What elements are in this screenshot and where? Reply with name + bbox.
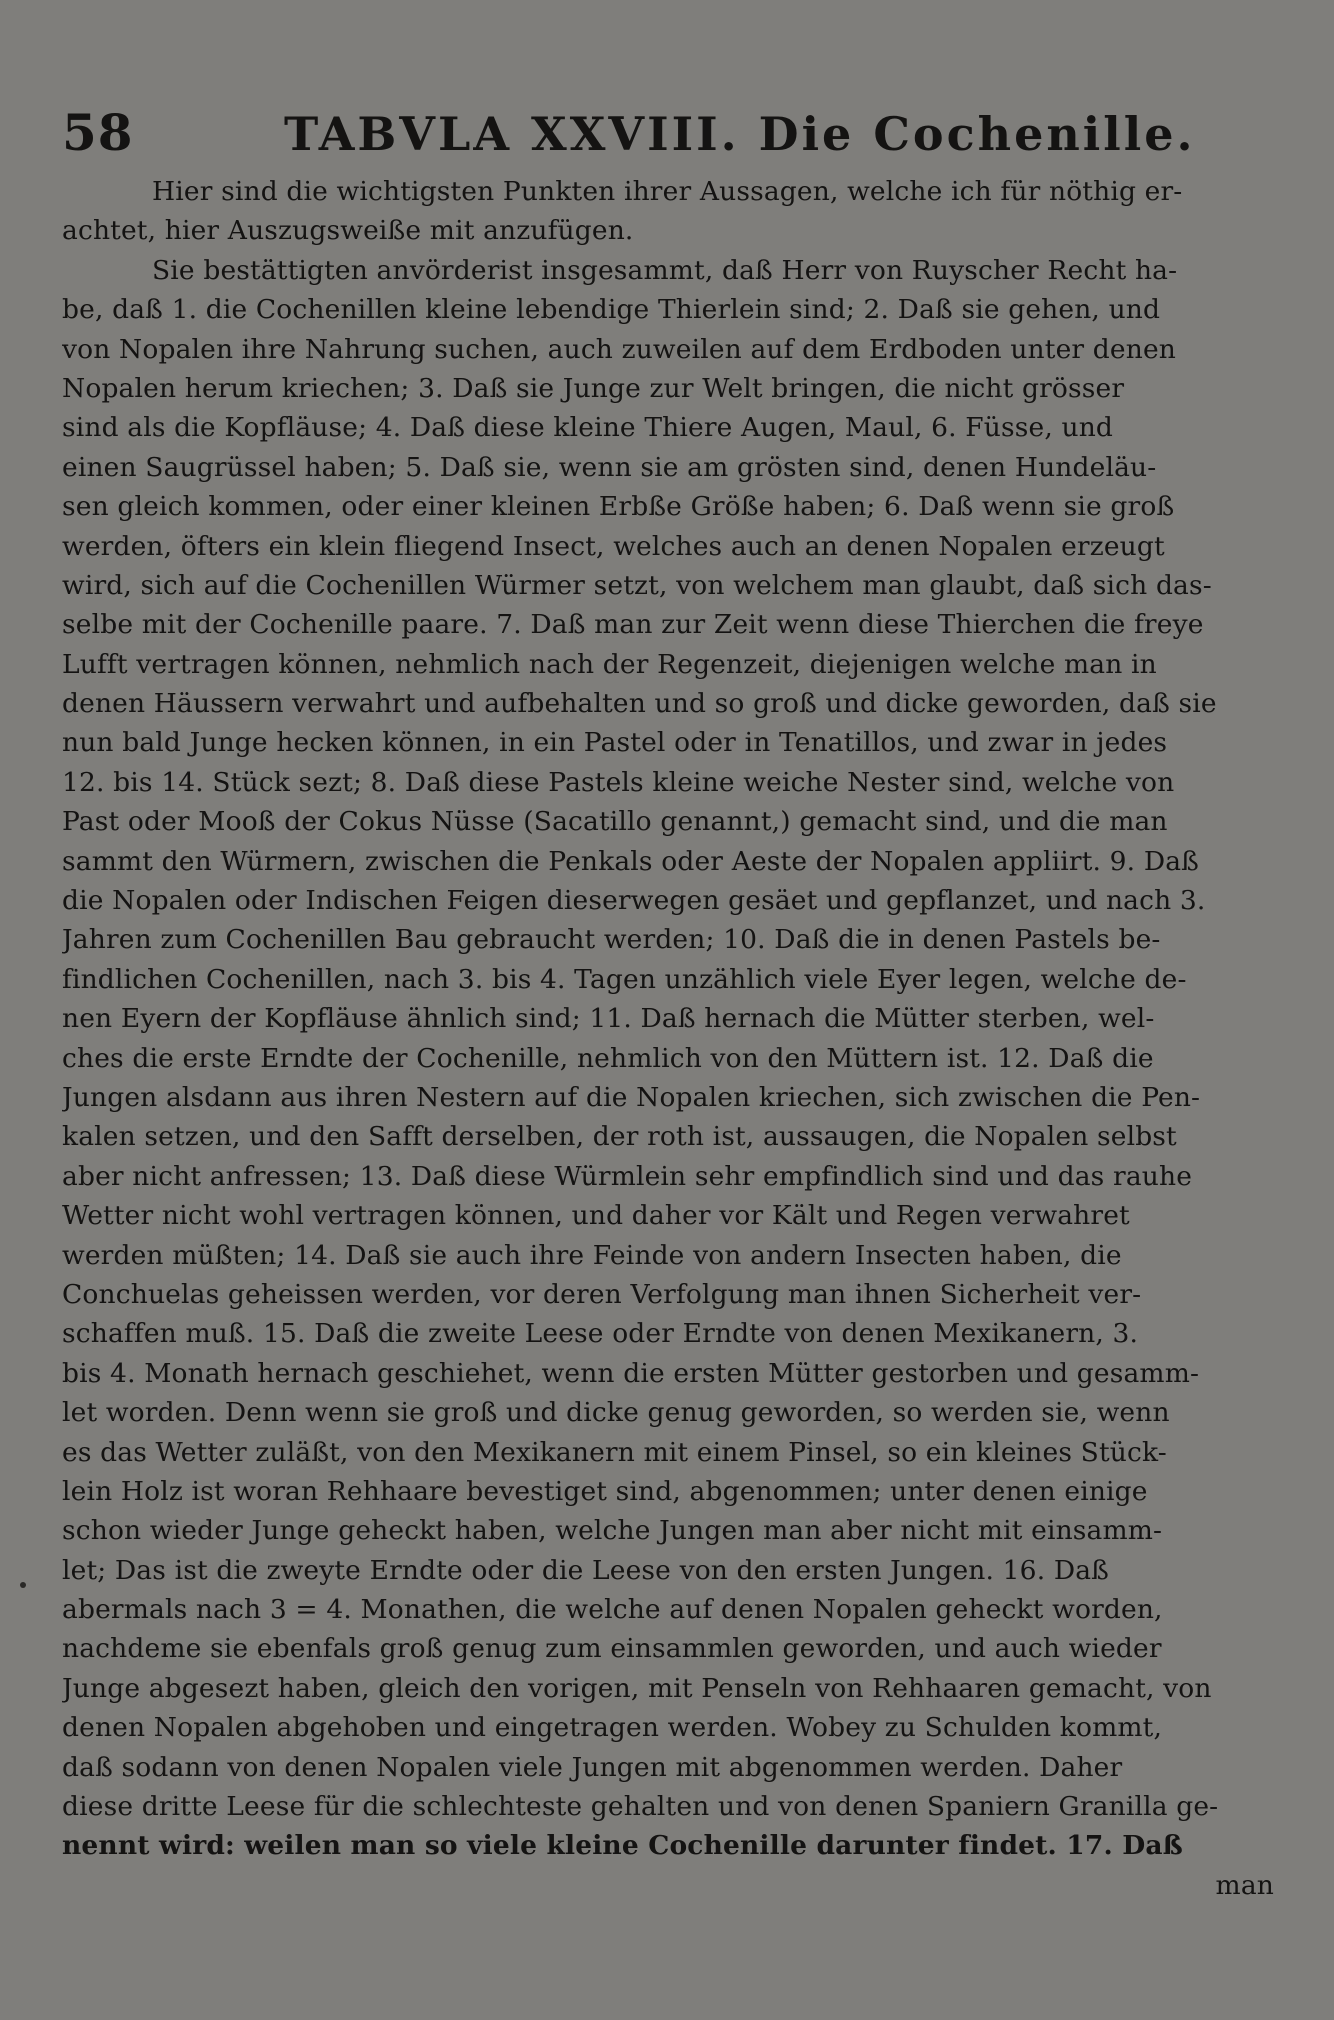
text-line: achtet, hier Auszugsweiße mit anzufügen. [62, 215, 634, 247]
text-line: denen Häussern verwahrt und aufbehalten und so groß und dicke geworden, daß sie [62, 688, 1217, 720]
text-line: lein Holz ist woran Rehhaare bevestiget sind, abgenommen; unter denen einige [62, 1475, 1148, 1507]
ink-speck [20, 1582, 26, 1588]
text-line: nun bald Junge hecken können, in ein Pastel oder in Tenatillos, und zwar in jedes [62, 727, 1168, 759]
text-line: nachdeme sie ebenfals groß genug zum einsammlen geworden, und auch wieder [62, 1633, 1162, 1665]
text-line: findlichen Cochenillen, nach 3. bis 4. Tagen unzählich viele Eyer legen, welche de- [62, 963, 1187, 995]
text-line: nennt wird: weilen man so viele kleine Cochenille darunter findet. 17. Daß [62, 1830, 1183, 1862]
body-text [62, 172, 1274, 1905]
text-line: es das Wetter zuläßt, von den Mexikanern mit einem Pinsel, so ein kleines Stück- [62, 1436, 1167, 1468]
text-line: wird, sich auf die Cochenillen Würmer setzt, von welchem man glaubt, daß sich das- [62, 569, 1212, 601]
text-line: be, daß 1. die Cochenillen kleine lebendige Thierlein sind; 2. Daß sie gehen, und [62, 294, 1161, 326]
text-line: Wetter nicht wohl vertragen können, und daher vor Kält und Regen verwahret [62, 1200, 1130, 1232]
text-line: werden müßten; 14. Daß sie auch ihre Feinde von andern Insecten haben, die [62, 1239, 1122, 1271]
text-line: schaffen muß. 15. Daß die zweite Leese oder Erndte von denen Mexikanern, 3. [62, 1318, 1139, 1350]
text-line: Past oder Mooß der Cokus Nüsse (Sacatillo genannt,) gemacht sind, und die man [62, 806, 1168, 838]
text-line: bis 4. Monath hernach geschiehet, wenn die ersten Mütter gestorben und gesamm- [62, 1357, 1200, 1389]
text-line: denen Nopalen abgehoben und eingetragen werden. Wobey zu Schulden kommt, [62, 1712, 1163, 1744]
text-line: Lufft vertragen können, nehmlich nach der Regenzeit, diejenigen welche man in [62, 648, 1157, 680]
running-title: TABVLA XXVIII. Die Cochenille. [284, 107, 1196, 161]
text-line: von Nopalen ihre Nahrung suchen, auch zuweilen auf dem Erdboden unter denen [62, 333, 1177, 365]
text-line: sen gleich kommen, oder einer kleinen Erbße Größe haben; 6. Daß wenn sie groß [62, 491, 1175, 523]
text-line: einen Saugrüssel haben; 5. Daß sie, wenn sie am grösten sind, denen Hundeläu- [62, 451, 1157, 483]
catchword: man [1215, 1869, 1274, 1901]
text-line: kalen setzen, und den Safft derselben, der roth ist, aussaugen, die Nopalen selbst [62, 1121, 1177, 1153]
text-line: Jungen alsdann aus ihren Nestern auf die Nopalen kriechen, sich zwischen die Pen- [62, 1081, 1201, 1113]
page-number: 58 [62, 103, 134, 162]
text-line: Sie bestättigten anvörderist insgesammt, daß Herr von Ruyscher Recht ha- [152, 254, 1178, 286]
text-line: nen Eyern der Kopfläuse ähnlich sind; 11. Daß hernach die Mütter sterben, wel- [62, 1003, 1155, 1035]
text-line: Hier sind die wichtigsten Punkten ihrer Aussagen, welche ich für nöthig er- [152, 176, 1183, 207]
text-line: Junge abgesezt haben, gleich den vorigen, mit Penseln von Rehhaaren gemacht, von [62, 1672, 1212, 1704]
text-line: Conchuelas geheissen werden, vor deren Verfolgung man ihnen Sicherheit ver- [62, 1278, 1142, 1310]
text-line: werden, öfters ein klein fliegend Insect, welches auch an denen Nopalen erzeugt [62, 530, 1165, 562]
text-line: Jahren zum Cochenillen Bau gebraucht werden; 10. Daß die in denen Pastels be- [62, 924, 1161, 956]
text-line: sammt den Würmern, zwischen die Penkals oder Aeste der Nopalen appliirt. 9. Daß [62, 845, 1200, 877]
text-line: ches die erste Erndte der Cochenille, nehmlich von den Müttern ist. 12. Daß die [62, 1042, 1154, 1074]
text-line: selbe mit der Cochenille paare. 7. Daß man zur Zeit wenn diese Thierchen die freye [62, 609, 1204, 641]
text-line: abermals nach 3 = 4. Monathen, die welche auf denen Nopalen geheckt worden, [62, 1594, 1163, 1626]
text-line: schon wieder Junge geheckt haben, welche Jungen man aber nicht mit einsamm- [62, 1515, 1163, 1547]
text-line: 12. bis 14. Stück sezt; 8. Daß diese Pastels kleine weiche Nester sind, welche von [62, 766, 1175, 798]
text-line: let worden. Denn wenn sie groß und dicke genug geworden, so werden sie, wenn [62, 1397, 1170, 1429]
text-line: aber nicht anfressen; 13. Daß diese Würmlein sehr empfindlich sind und das rauhe [62, 1160, 1193, 1192]
text-line: die Nopalen oder Indischen Feigen dieserwegen gesäet und gepflanzet, und nach 3. [62, 885, 1206, 917]
text-line: sind als die Kopfläuse; 4. Daß diese kleine Thiere Augen, Maul, 6. Füsse, und [62, 412, 1114, 444]
page-header [62, 95, 1274, 175]
text-line: diese dritte Leese für die schlechteste gehalten und von denen Spaniern Granilla ge- [62, 1791, 1219, 1823]
text-line: let; Das ist die zweyte Erndte oder die Leese von den ersten Jungen. 16. Daß [62, 1554, 1110, 1586]
text-line: Nopalen herum kriechen; 3. Daß sie Junge zur Welt bringen, die nicht grösser [62, 372, 1125, 404]
text-line: daß sodann von denen Nopalen viele Jungen mit abgenommen werden. Daher [62, 1751, 1123, 1783]
